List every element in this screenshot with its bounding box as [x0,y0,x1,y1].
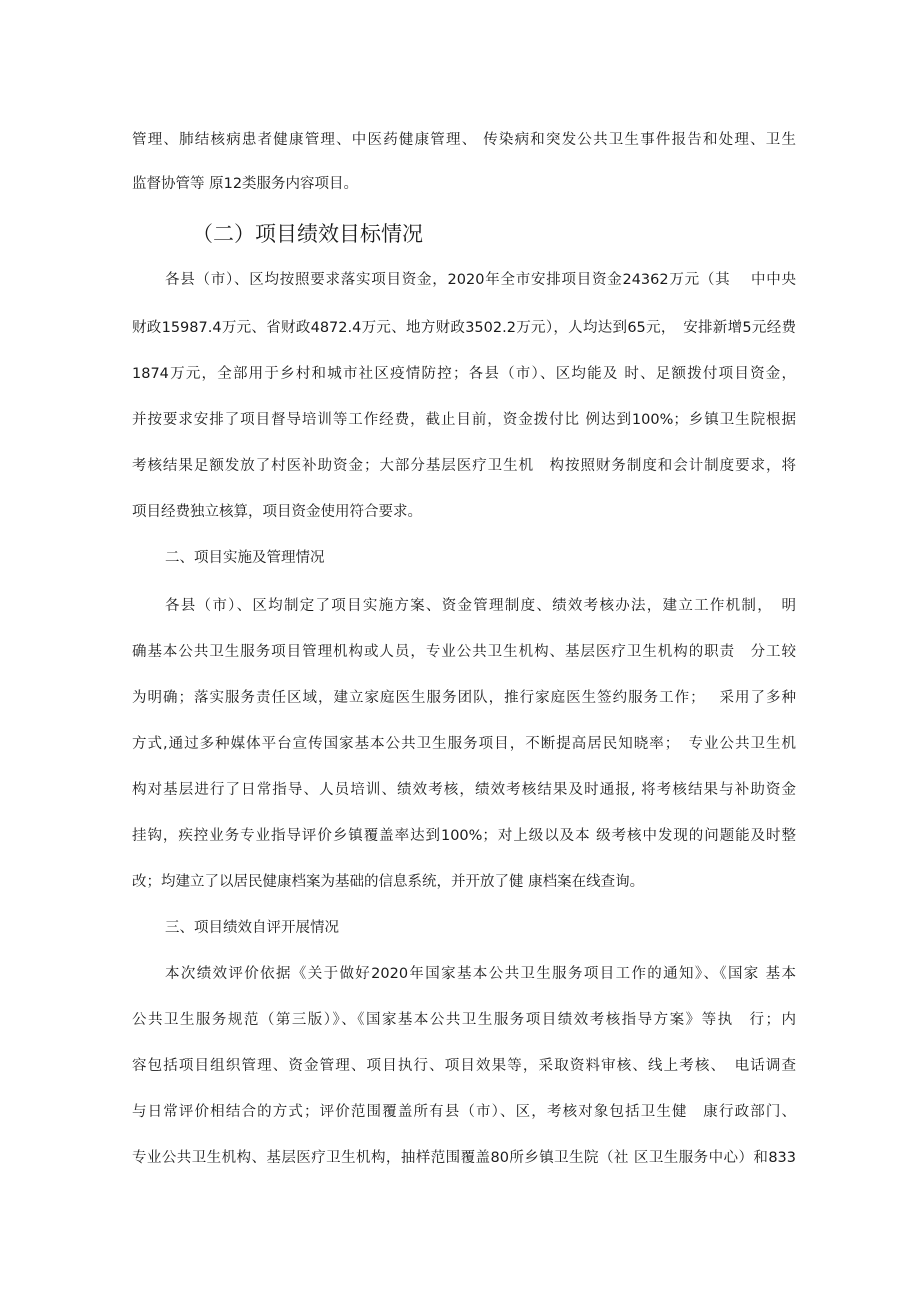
section-heading: （二）项目绩效目标情况 [192,222,423,246]
text-line: 1874万元，全部用于乡村和城市社区疫情防控；各县（市）、区均能及 时、足额拨付项目资金， [132,366,796,382]
text-line: 监督协管等 原12类服务内容项目。 [132,176,359,192]
section-title: 二、项目实施及管理情况 [165,550,325,566]
text-line: 为明确；落实服务责任区域，建立家庭医生服务团队，推行家庭医生签约服务工作； 采用了多种 [132,690,796,706]
text-line: 与日常评价相结合的方式；评价范围覆盖所有县（市）、区，考核对象包括卫生健 康行政部门、 [132,1104,796,1120]
text-line: 构对基层进行了日常指导、人员培训、绩效考核，绩效考核结果及时通报, 将考核结果与补助资金 [132,782,796,798]
text-line: 专业公共卫生机构、基层医疗卫生机构，抽样范围覆盖80所乡镇卫生院（社 区卫生服务中心）和833 [132,1150,796,1166]
text-line: 容包括项目组织管理、资金管理、项目执行、项目效果等，采取资料审核、线上考核、 电话调查 [132,1058,796,1074]
text-line: 挂钩，疾控业务专业指导评价乡镇覆盖率达到100%；对上级以及本 级考核中发现的问题能及时整 [132,828,796,844]
section-title: 三、项目绩效自评开展情况 [165,920,339,936]
text-line: 并按要求安排了项目督导培训等工作经费，截止目前，资金拨付比 例达到100%；乡镇卫生院根据 [132,412,796,428]
text-line: 各县（市）、区均制定了项目实施方案、资金管理制度、绩效考核办法，建立工作机制， 明 [165,598,796,614]
text-line: 改；均建立了以居民健康档案为基础的信息系统，并开放了健 康档案在线查询。 [132,874,645,890]
text-line: 公共卫生服务规范（第三版）》、《国家基本公共卫生服务项目绩效考核指导方案》等执 行；内 [132,1012,796,1028]
text-line: 考核结果足额发放了村医补助资金；大部分基层医疗卫生机 构按照财务制度和会计制度要求，将 [132,458,796,474]
text-line: 各县（市）、区均按照要求落实项目资金，2020年全市安排项目资金24362万元（其 中中央 [165,272,796,288]
text-line: 项目经费独立核算，项目资金使用符合要求。 [132,504,422,520]
text-line: 本次绩效评价依据《关于做好2020年国家基本公共卫生服务项目工作的通知》、《国家 基本 [165,966,796,982]
text-line: 确基本公共卫生服务项目管理机构或人员，专业公共卫生机构、基层医疗卫生机构的职责 分工较 [132,644,796,660]
text-line: 管理、肺结核病患者健康管理、中医药健康管理、 传染病和突发公共卫生事件报告和处理、卫生 [132,132,796,148]
text-line: 方式,通过多种媒体平台宣传国家基本公共卫生服务项目，不断提高居民知晓率； 专业公共卫生机 [132,736,796,752]
text-line: 财政15987.4万元、省财政4872.4万元、地方财政3502.2万元），人均达到65元， 安排新增5元经费 [132,320,796,336]
